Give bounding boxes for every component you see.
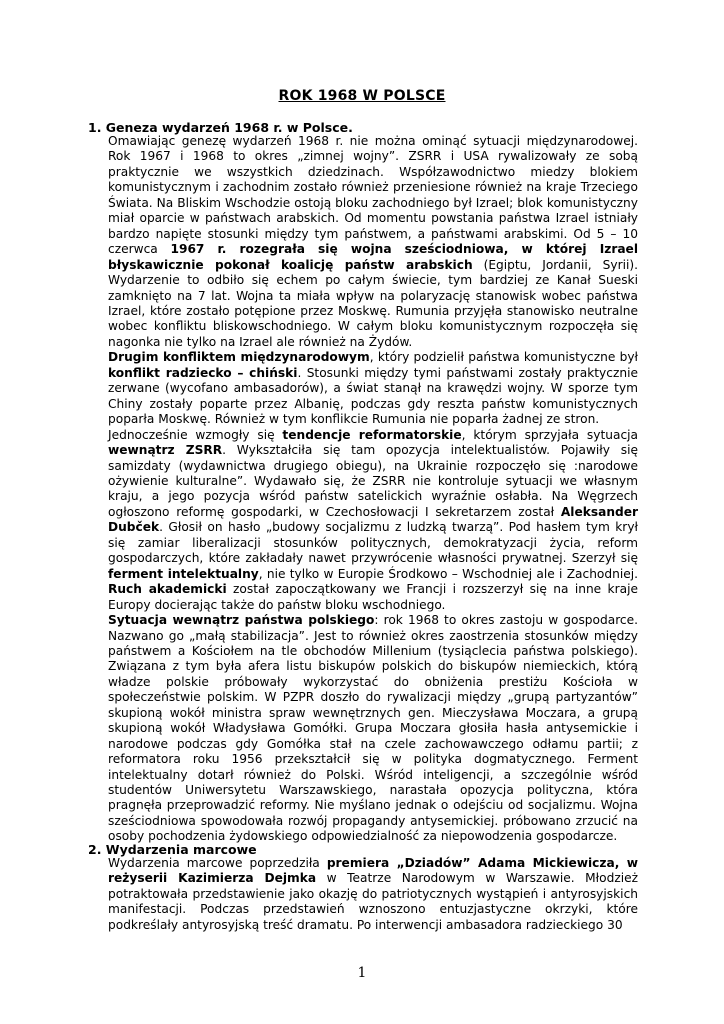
bold-text-run: Ruch akademicki — [108, 582, 227, 597]
text-run: Wydarzenia marcowe poprzedziła — [108, 856, 327, 870]
text-run: , którym sprzyjała sytuacja — [461, 427, 638, 442]
paragraph — [108, 350, 638, 427]
text-run: : rok 1968 to okres zastoju w gospodarce. Nazwano go „małą stabilizacja”. Jest to również okres zaostrzenia stosunków między państwem a Kościołem na tle obchodów Millenium (tysiąclecia państwa polskiego). Związana z tym była afera listu biskupów polskich do biskupów niemieckich, którą władze polskie próbowały wykorzystać do obniżenia prestiżu Kościoła w społeczeństwie polskim. W PZPR doszło do rywalizacji między „grupą partyzantów” skupioną wokół ministra spraw wewnętrznych gen. Mieczysława Moczara, a grupą skupioną wokół Władysława Gomółki. Grupa Moczara głosiła hasła antysemickie i narodowe podczas gdy Gomółka stał na czele zachowawczego odłamu partii; z reformatora roku 1956 przekształcił się w polityka dogmatycznego. Ferment intelektualny dotarł również do Polski. Wśród inteligencji, a szczególnie wśród studentów Uniwersytetu Warszawskiego, narastała opozycja polityczna, która pragnęła przeprowadzić reformy. Nie myślano jednak o odejściu od socjalizmu. Wojna sześciodniowa spowodowała rozwój propagandy antysemickiej. próbowano zrzucić na osoby pochodzenia żydowskiego odpowiedzialność za niepowodzenia gospodarcze. — [108, 613, 639, 844]
text-run: (Egiptu, Jordanii, Syrii). Wydarzenie to odbiło się echem po całym świecie, tym bardziej ze Kanał Sueski zamknięto na 7 lat. Wojna ta miała wpływ na polaryzację stanowisk wobec państwa Izrael, które zostało potępione przez Moskwę. Rumunia przyjęła stanowisko neutralne wobec konfliktu bliskowschodniego. W całym bloku komunistycznym rozpoczęła się nagonka nie tylko na Izrael ale również na Żydów. — [108, 257, 638, 349]
section-2-heading: 2. Wydarzenia marcowe — [88, 842, 257, 857]
paragraph — [108, 134, 638, 350]
bold-text-run: premiera „Dziadów” Adama Mickiewicza, w reżyserii Kazimierza Dejmka — [108, 856, 638, 886]
text-run: . Głosił on hasło „budowy socjalizmu z ludzką twarzą”. Pod hasłem tym krył się zamiar liberalizacji stosunków politycznych, demokratyzacji życia, reform gospodarczych, które zakładały nawet przywrócenie własności prywatnej. Szerzył się — [108, 520, 638, 566]
page-number: 1 — [357, 965, 367, 981]
paragraph — [108, 613, 638, 845]
text-run: . Stosunki między tymi państwami zostały praktycznie zerwane (wycofano ambasadorów), a świat stanął na krawędzi wojny. W sporze tym Chiny zostały poparte przez Albanię, podczas gdy reszta państw komunistycznych poparła Moskwę. Również w tym konflikcie Rumunia nie poparła żadnej ze stron. — [108, 365, 638, 427]
text-run: , nie tylko w Europie Środkowo – Wschodniej ale i Zachodniej. — [258, 566, 638, 581]
text-run: , który podzielił państwa komunistyczne był — [369, 350, 639, 365]
bold-text-run: Drugim konfliktem międzynarodowym — [108, 350, 370, 365]
bold-text-run: Aleksander Dubček — [108, 504, 638, 535]
bold-text-run: konflikt radziecko – chiński — [108, 365, 298, 380]
section-1-heading: 1. Geneza wydarzeń 1968 r. w Polsce. — [88, 120, 353, 135]
bold-text-run: wewnątrz ZSRR — [108, 443, 223, 458]
text-run: . Wykształciła się tam opozycja intelektualistów. Pojawiły się samizdaty (wydawnictwa drugiego obiegu), na Ukrainie rozpoczęło się :narodowe ożywienie kulturalne”. Wydawało się, że ZSRR nie kontroluje sytuacji we własnym kraju, a jego pozycja wśród państw satelickich wyraźnie osłabła. Na Węgrzech ogłoszono reformę gospodarki, w Czechosłowacji I sekretarzem został — [108, 443, 638, 519]
bold-text-run: tendencje reformatorskie — [282, 427, 462, 442]
bold-text-run: 1967 r. rozegrała się wojna sześciodniowa, w której Izrael błyskawicznie pokonał koalicję państw arabskich — [108, 242, 638, 272]
text-run: Jednocześnie wzmogły się — [108, 427, 283, 442]
section-1-body — [108, 134, 638, 845]
paragraph — [108, 428, 638, 613]
paragraph — [108, 856, 638, 933]
text-run: w Teatrze Narodowym w Warszawie. Młodzież potraktowała przedstawienie jako okazję do patriotycznych wystąpień i antyrosyjskich manifestacji. Podczas przedstawień wznoszono entuzjastyczne okrzyki, które podkreślały antyrosyjską treść dramatu. Po interwencji ambasadora radzieckiego 30 — [108, 871, 638, 932]
bold-text-run: ferment intelektualny — [108, 566, 259, 581]
section-2-body — [108, 856, 638, 933]
bold-text-run: Sytuacja wewnątrz państwa polskiego — [108, 613, 375, 628]
document-title: ROK 1968 W POLSCE — [278, 88, 446, 104]
text-run: Omawiając genezę wydarzeń 1968 r. nie można ominąć sytuacji międzynarodowej. Rok 1967 i 1968 to okres „zimnej wojny”. ZSRR i USA rywalizowały ze sobą praktycznie we wszystkich dziedzinach. Współzawodnictwo miedzy blokiem komunistycznym i zachodnim zostało również przeniesione również na kraje Trzeciego Świata. Na Bliskim Wschodzie ostoją bloku zachodniego był Izrael; blok komunistyczny miał oparcie w państwach arabskich. Od momentu powstania państwa Izrael istniały bardzo napięte stosunki między tym państwem, a państwami arabskimi. Od 5 – 10 czerwca — [108, 134, 638, 257]
text-run: został zapoczątkowany we Francji i rozszerzył się na inne kraje Europy docierając także do państw bloku wschodniego. — [108, 582, 638, 612]
